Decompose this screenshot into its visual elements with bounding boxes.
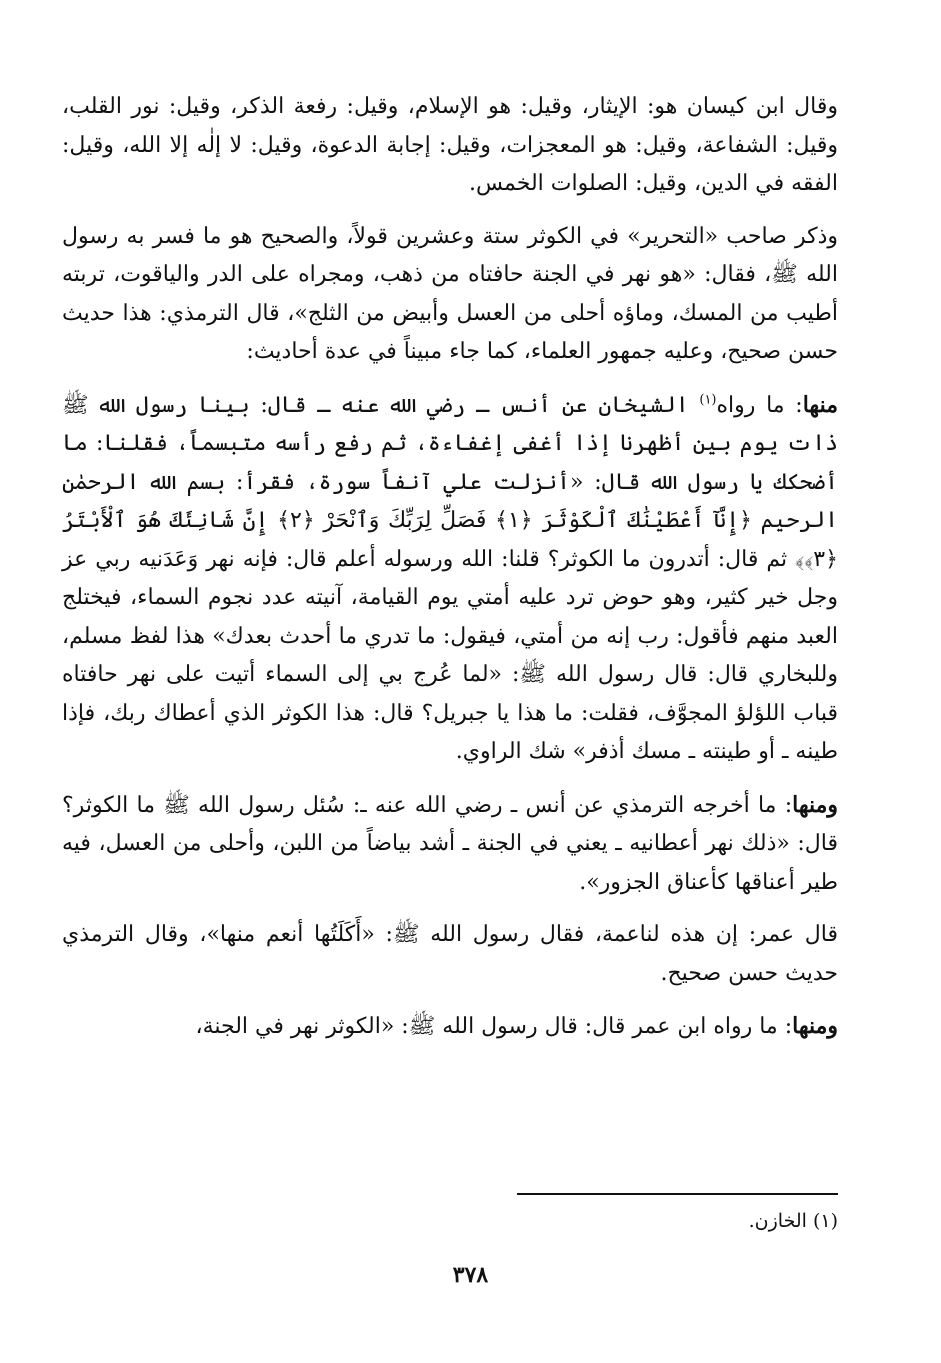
paragraph-text: قال عمر: إن هذه لناعمة، فقال رسول الله ﷺ: «أَكَلَتُها أنعم منها»، وقال الترمذي حديث حسن صحيح. [62, 922, 838, 986]
paragraph-text: : ما أخرجه الترمذي عن أنس ـ رضي الله عنه ـ: سُئل رسول الله ﷺ ما الكوثر؟ قال: «ذلك نهر أعطانيه ـ يعني في الجنة ـ أشد بياضاً من اللبن، وأحلى من العسل، فيه طير أعناقها كأعناق الجزور». [62, 792, 838, 895]
paragraph-4 [62, 786, 838, 903]
page-number: ٣٧٨ [452, 1262, 489, 1288]
footnote-divider [517, 1193, 838, 1195]
footnote: (١) الخازن. [748, 1210, 838, 1232]
paragraph-lead-word: ومنها [792, 791, 838, 818]
footnote-reference[interactable]: (١) [699, 392, 717, 408]
paragraph-text: وذكر صاحب «التحرير» في الكوثر ستة وعشرين قولاً، والصحيح هو ما فسر به رسول الله ﷺ، فقال: «هو نهر في الجنة حافتاه من ذهب، ومجراه على الدر والياقوت، تربته أطيب من المسك، وماؤه أحلى من العسل وأبيض من الثلج»، قال الترمذي: هذا حديث حسن صحيح، وعليه جمهور العلماء، كما جاء مبيناً في عدة أحاديث: [62, 223, 838, 364]
paragraph-1 [62, 88, 838, 204]
paragraph-text: : ما رواه [716, 392, 803, 418]
paragraph-text: : ما رواه ابن عمر قال: قال رسول الله ﷺ: «الكوثر نهر في الجنة، [195, 1014, 793, 1039]
paragraph-text: وقال ابن كيسان هو: الإيثار، وقيل: هو الإسلام، وقيل: رفعة الذكر، وقيل: نور القلب، وقيل: الشفاعة، وقيل: هو المعجزات، وقيل: إجابة الدعوة، وقيل: لا إلٰه إلا الله، وقيل: الفقه في الدين، وقيل: الصلوات الخمس. [62, 94, 838, 196]
paragraph-5 [62, 916, 838, 993]
paragraph-3 [62, 386, 838, 772]
paragraph-lead-word: ومنها [792, 1013, 838, 1039]
paragraph-2 [62, 218, 838, 372]
paragraph-lead-word: منها [802, 391, 838, 418]
paragraph-text-continued: الشيخان عن أنس ـ رضي الله عنه ـ قال: بينا رسول الله ﷺ ذات يوم بين أظهرنا إذا أغفى إغفاءة، ثم رفع رأسه متبسماً، فقلنا: ما أضحكك يا رسول الله قال: «أنزلت علي آنفاً سورة، فقرأ: بسم الله الرحمٰن الرحيم ﴿إِنَّآ أَعْطَيْنَٰكَ ٱلْكَوْثَرَ ﴿١﴾ فَصَلِّ لِرَبِّكَ وَٱنْحَرْ ﴿٢﴾ إِنَّ شَانِئَكَ هُوَ ٱلْأَبْتَرُ ﴿٣﴾﴾ ثم قال: أتدرون ما الكوثر؟ قلنا: الله ورسوله أعلم قال: فإنه نهر وَعَدَنيه ربي عز وجل خير كثير، وهو حوض ترد عليه أمتي يوم القيامة، آنيته عدد نجوم السماء، فيختلج العبد منهم فأقول: رب إنه من أمتي، فيقول: ما تدري ما أحدث بعدك» هذا لفظ مسلم، وللبخاري قال: قال رسول الله ﷺ: «لما عُرج بي إلى السماء أتيت على نهر حافتاه قباب اللؤلؤ المجوَّف، فقلت: ما هذا يا جبريل؟ قال: هذا الكوثر الذي أعطاك ربك، فإذا طينه ـ أو طينته ـ مسك أذفر» شك الراوي. [62, 392, 838, 764]
paragraph-6 [62, 1007, 838, 1047]
main-text [62, 88, 838, 1061]
